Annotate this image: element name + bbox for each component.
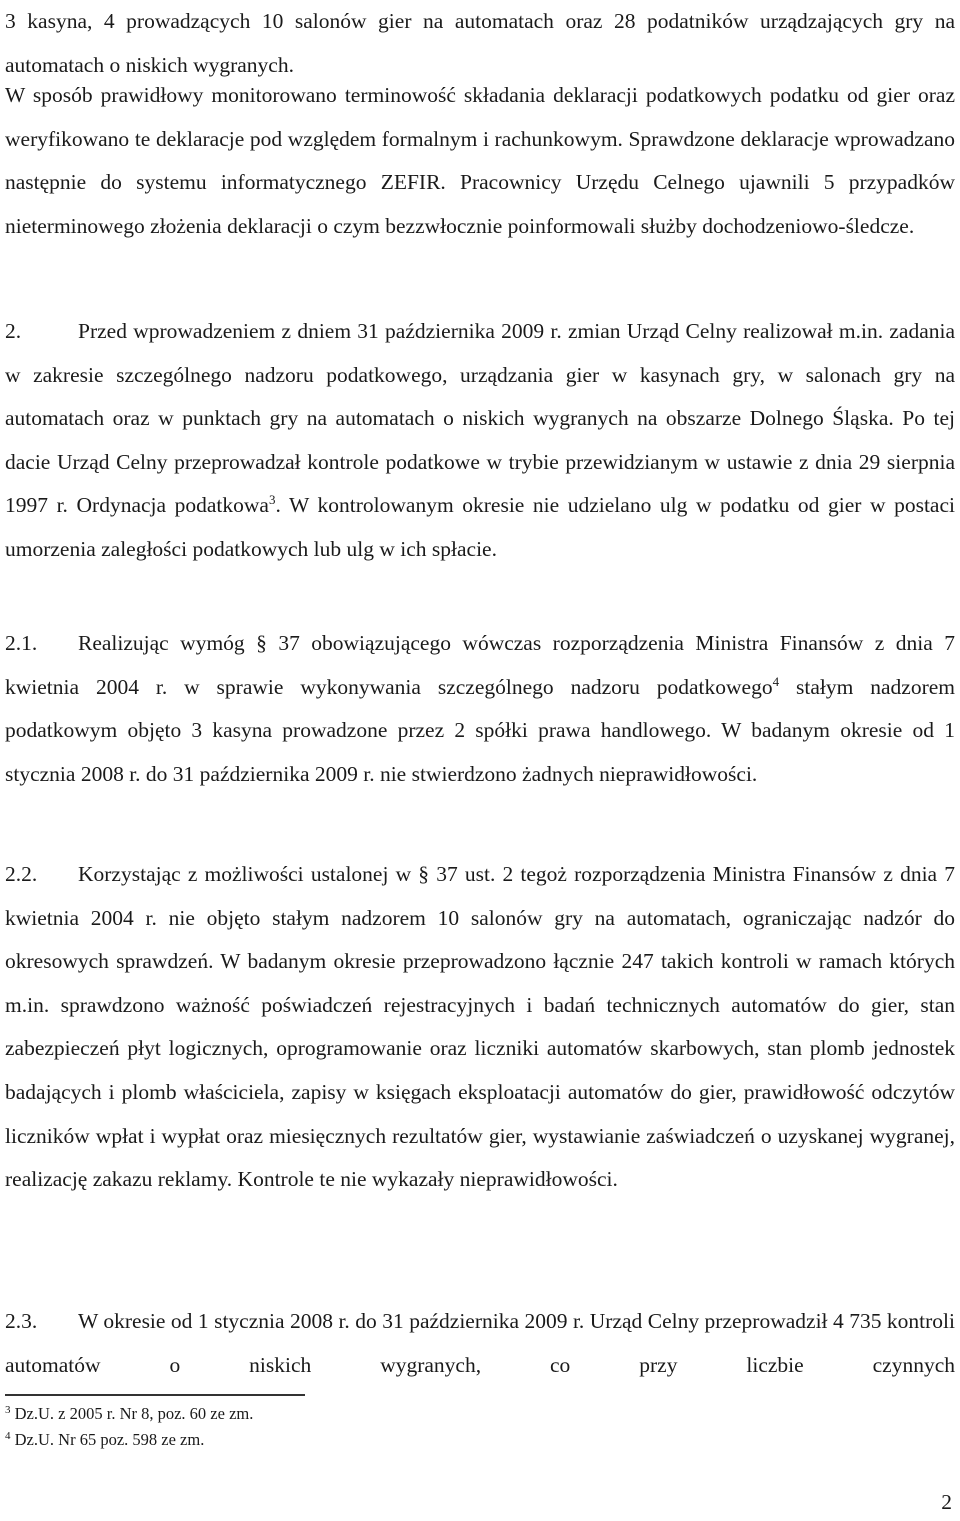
footnote-text: Dz.U. Nr 65 poz. 598 ze zm.: [10, 1430, 205, 1449]
section-number: 2.1.: [5, 631, 38, 655]
footnote-text: Dz.U. z 2005 r. Nr 8, poz. 60 ze zm.: [10, 1404, 254, 1423]
paragraph-intro: 3 kasyna, 4 prowadzących 10 salonów gier na automatach oraz 28 podatników urządzających gry na automatach o niskich wygranych.: [5, 9, 955, 77]
page-number: 2: [941, 1490, 952, 1514]
footnote-number: 4: [5, 1430, 11, 1442]
section-text: Realizując wymóg § 37 obowiązującego wówczas rozporządzenia Ministra Finansów z dnia 7 kwietnia 2004 r. w sprawie wykonywania szczególnego nadzoru podatkowego: [5, 631, 955, 699]
section-2: [5, 310, 955, 572]
paragraph-monitoring: W sposób prawidłowy monitorowano terminowość składania deklaracji podatkowych podatku od gier oraz weryfikowano te deklaracje pod względem formalnym i rachunkowym. Sprawdzone deklaracje wprowadzano następnie do systemu informatycznego ZEFIR. Pracownicy Urzędu Celnego ujawnili 5 przypadków nieterminowego złożenia deklaracji o czym bezzwłocznie poinformowali służby dochodzeniowo-śledcze.: [5, 83, 955, 238]
section-number: 2.2.: [5, 862, 38, 886]
footnote-ref[interactable]: 3: [268, 492, 276, 508]
footnote-4: [5, 1430, 204, 1450]
footnote-3: [5, 1404, 253, 1424]
section-text: W okresie od 1 stycznia 2008 r. do 31 października 2009 r. Urząd Celny przeprowadził 4 735 kontroli automatów o niskich wygranych, co przy liczbie czynnych: [5, 1309, 955, 1377]
footnote-divider: [5, 1394, 305, 1396]
footnote-number: 3: [5, 1404, 11, 1416]
section-2-2: [5, 853, 955, 1202]
section-text: Przed wprowadzeniem z dniem 31 października 2009 r. zmian Urząd Celny realizował m.in. zadania w zakresie szczególnego nadzoru podatkowego, urządzania gier w kasynach gry, w salonach gry na automatach oraz w punktach gry na automatach o niskich wygranych na obszarze Dolnego Śląska. Po tej dacie Urząd Celny przeprowadzał kontrole podatkowe w trybie przewidzianym w ustawie z dnia 29 sierpnia 1997 r. Ordynacja podatkowa: [5, 319, 955, 518]
section-text: Korzystając z możliwości ustalonej w § 37 ust. 2 tegoż rozporządzenia Ministra Finansów z dnia 7 kwietnia 2004 r. nie objęto stałym nadzorem 10 salonów gry na automatach, ograniczając nadzór do okresowych sprawdzeń. W badanym okresie przeprowadzono łącznie 247 takich kontroli w ramach których m.in. sprawdzono ważność poświadczeń rejestracyjnych i badań technicznych automatów do gier, stan zabezpieczeń płyt logicznych, oprogramowanie oraz liczniki automatów skarbowych, stan plomb jednostek badających i plomb właściciela, zapisy w księgach eksploatacji automatów do gier, prawidłowość odczytów liczników wpłat i wypłat oraz miesięcznych rezultatów gier, wystawianie zaświadczeń o uzyskanej wygranej, realizację zakazu reklamy. Kontrole te nie wykazały nieprawidłowości.: [5, 862, 955, 1192]
section-text: stałym nadzorem podatkowym objęto 3 kasyna prowadzone przez 2 spółki prawa handlowego. W badanym okresie od 1 stycznia 2008 r. do 31 października 2009 r. nie stwierdzono żadnych nieprawidłowości.: [5, 674, 955, 786]
section-number: 2.3.: [5, 1309, 38, 1333]
section-2-1: [5, 622, 955, 796]
section-2-3: [5, 1300, 955, 1387]
section-number: 2.: [5, 319, 22, 343]
section-text: . W kontrolowanym okresie nie udzielano ulg w podatku od gier w postaci umorzenia zaległości podatkowych lub ulg w ich spłacie.: [5, 493, 955, 561]
footnote-ref[interactable]: 4: [772, 673, 780, 689]
